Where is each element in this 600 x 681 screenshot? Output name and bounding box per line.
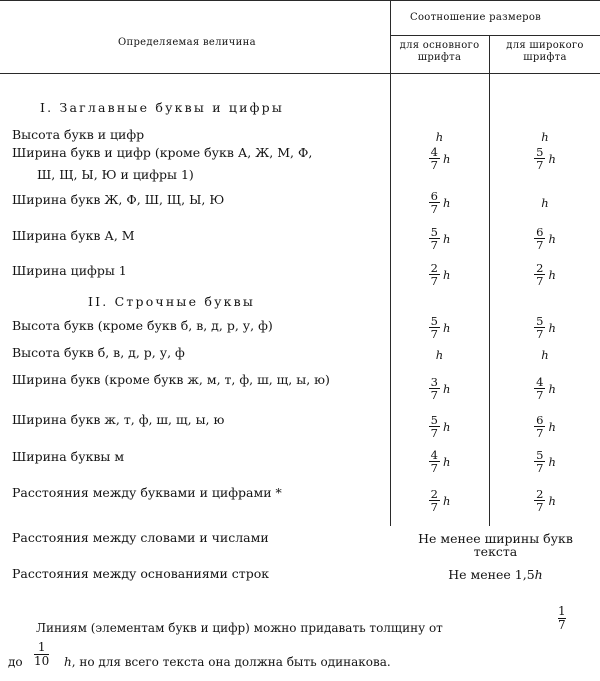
row-3-wide-value	[534, 226, 556, 253]
row-6-wide	[490, 338, 600, 372]
footnote-fraction-1	[558, 605, 566, 632]
row-12-merged-h: h	[534, 567, 543, 582]
row-2-main	[390, 186, 489, 220]
row-1-main-numerator: 4	[430, 144, 438, 159]
header-main-font	[390, 40, 489, 63]
row-4-wide-numerator: 2	[536, 260, 544, 275]
row-label-1: Ширина букв и цифр (кроме букв А, Ж, М, Ф,	[12, 145, 313, 160]
row-7-main-h: h	[442, 381, 451, 396]
row-1-wide-numerator: 5	[536, 144, 544, 159]
row-1-main-fraction	[429, 146, 440, 173]
row-4-main-numerator: 2	[430, 260, 438, 275]
row-10-main-value	[429, 488, 451, 515]
row-9-main-h: h	[442, 454, 451, 469]
row-5-main-denominator: 7	[430, 327, 438, 342]
row-10-wide-fraction	[534, 488, 545, 515]
row-12-merged	[391, 568, 600, 581]
row-4-main-fraction	[429, 262, 440, 289]
table-top-rule	[0, 0, 600, 1]
row-label-11: Расстояния между словами и числами	[12, 530, 269, 545]
row-label-9: Ширина буквы м	[12, 449, 125, 464]
section-title-lower: II. Строчные буквы	[88, 294, 256, 309]
row-8-main	[390, 410, 489, 444]
row-2-wide-value	[541, 196, 548, 210]
row-10-main	[390, 484, 489, 518]
row-label-6: Высота букв б, в, д, р, у, ф	[12, 345, 185, 360]
row-8-wide-value	[534, 414, 556, 441]
row-11-merged	[391, 532, 600, 558]
row-8-main-fraction	[429, 414, 440, 441]
row-12-merged-text: Не менее 1,5	[448, 567, 535, 582]
row-7-wide-value	[534, 376, 556, 403]
footnote-line-2	[64, 656, 391, 668]
row-4-wide-h: h	[548, 267, 556, 282]
row-7-wide-fraction	[534, 376, 545, 403]
row-3-main	[390, 222, 489, 256]
row-8-main-value	[429, 414, 451, 441]
row-7-main-numerator: 3	[430, 374, 438, 389]
row-label-12: Расстояния между основаниями строк	[12, 566, 270, 581]
row-8-wide-numerator: 6	[536, 412, 544, 427]
row-7-main-denominator: 7	[430, 388, 438, 403]
header-ratio: Соотношение размеров	[410, 12, 542, 23]
row-8-wide	[490, 410, 600, 444]
row-4-wide	[490, 258, 600, 292]
row-1-main-denominator: 7	[430, 158, 438, 173]
row-8-main-numerator: 5	[430, 412, 438, 427]
row-5-wide-numerator: 5	[536, 313, 544, 328]
row-7-wide-denominator: 7	[536, 388, 544, 403]
row-10-wide-value	[534, 488, 556, 515]
row-10-wide-denominator: 7	[536, 500, 544, 515]
row-9-main-fraction	[429, 449, 440, 476]
row-3-main-numerator: 5	[430, 224, 438, 239]
row-11-merged-text: Не менее ширины букв	[418, 531, 573, 546]
row-9-wide-value	[534, 449, 556, 476]
row-8-wide-denominator: 7	[536, 426, 544, 441]
footnote-line-2-prefix: до	[8, 655, 23, 669]
footnote-h-var: h	[64, 655, 72, 669]
row-1-wide-value	[534, 146, 556, 173]
header-wide-font-label: для широкого шрифта	[506, 40, 584, 63]
row-6-main-h: h	[435, 348, 444, 362]
row-3-main-fraction	[429, 226, 440, 253]
row-label-3: Ширина букв А, М	[12, 228, 135, 243]
row-2-wide-h: h	[541, 196, 549, 210]
row-4-wide-denominator: 7	[536, 274, 544, 289]
row-3-wide	[490, 222, 600, 256]
row-3-wide-fraction	[534, 226, 545, 253]
row-9-wide-numerator: 5	[536, 447, 544, 462]
row-label-cont-1: Ш, Щ, Ы, Ю и цифры 1)	[37, 167, 194, 182]
row-label-5: Высота букв (кроме букв б, в, д, р, у, ф)	[12, 318, 273, 333]
header-sub-rule	[390, 35, 600, 36]
footnote-fraction-2-den: 10	[34, 654, 50, 669]
row-7-main-value	[429, 376, 451, 403]
row-0-main-h: h	[435, 130, 444, 144]
row-7-wide-numerator: 4	[536, 374, 544, 389]
row-3-wide-denominator: 7	[536, 238, 544, 253]
footnote-line-2-text: , но для всего текста она должна быть одинакова.	[71, 655, 391, 669]
row-1-wide-fraction	[534, 146, 545, 173]
row-6-wide-value	[541, 348, 548, 362]
row-label-2: Ширина букв Ж, Ф, Ш, Щ, Ы, Ю	[12, 192, 225, 207]
row-9-main-denominator: 7	[430, 461, 438, 476]
row-3-main-denominator: 7	[430, 238, 438, 253]
row-6-main-value	[436, 348, 443, 362]
row-4-wide-value	[534, 262, 556, 289]
row-label-0: Высота букв и цифр	[12, 127, 145, 142]
row-1-main	[390, 142, 489, 176]
row-9-main-numerator: 4	[430, 447, 438, 462]
row-10-wide-h: h	[548, 493, 556, 508]
row-5-main-h: h	[442, 320, 451, 335]
row-9-main-value	[429, 449, 451, 476]
row-1-wide-h: h	[548, 151, 556, 166]
row-2-main-denominator: 7	[430, 202, 438, 217]
header-main-font-label: для основного шрифта	[399, 40, 480, 63]
row-10-main-numerator: 2	[430, 486, 438, 501]
row-4-main-denominator: 7	[430, 274, 438, 289]
row-10-main-denominator: 7	[430, 500, 438, 515]
row-9-main	[390, 445, 489, 479]
row-6-wide-h: h	[541, 348, 549, 362]
footnote-fraction-1-den: 7	[558, 618, 566, 633]
row-10-main-fraction	[429, 488, 440, 515]
row-1-main-value	[429, 146, 451, 173]
section-title-caps: I. Заглавные буквы и цифры	[40, 100, 285, 115]
row-7-main	[390, 372, 489, 406]
row-1-wide	[490, 142, 600, 176]
header-quantity: Определяемая величина	[118, 37, 256, 48]
header-wide-font	[490, 40, 600, 63]
row-8-main-h: h	[442, 419, 451, 434]
header-bottom-rule	[0, 73, 600, 74]
footnote-fraction-2-num: 1	[37, 640, 46, 654]
footnote-fraction-1-num: 1	[558, 604, 566, 618]
row-3-main-value	[429, 226, 451, 253]
row-2-main-numerator: 6	[430, 188, 438, 203]
row-7-wide	[490, 372, 600, 406]
row-2-main-value	[429, 190, 451, 217]
row-9-wide-fraction	[534, 449, 545, 476]
row-5-wide-denominator: 7	[536, 327, 544, 342]
row-2-main-fraction	[429, 190, 440, 217]
row-10-wide-numerator: 2	[536, 486, 544, 501]
row-label-10: Расстояния между буквами и цифрами *	[12, 485, 282, 500]
row-4-main	[390, 258, 489, 292]
row-8-main-denominator: 7	[430, 426, 438, 441]
row-9-wide	[490, 445, 600, 479]
row-4-wide-fraction	[534, 262, 545, 289]
row-8-wide-h: h	[548, 419, 556, 434]
row-7-wide-h: h	[548, 381, 556, 396]
row-10-main-h: h	[442, 493, 451, 508]
row-1-main-h: h	[442, 151, 451, 166]
row-9-wide-denominator: 7	[536, 461, 544, 476]
row-4-main-value	[429, 262, 451, 289]
row-5-wide-h: h	[548, 320, 556, 335]
row-0-wide-h: h	[541, 130, 549, 144]
row-3-main-h: h	[442, 231, 451, 246]
row-2-main-h: h	[442, 195, 451, 210]
row-1-wide-denominator: 7	[536, 158, 544, 173]
row-3-wide-h: h	[548, 231, 556, 246]
row-label-8: Ширина букв ж, т, ф, ш, щ, ы, ю	[12, 412, 225, 427]
row-4-main-h: h	[442, 267, 451, 282]
row-6-main	[390, 338, 489, 372]
footnote-fraction-2	[34, 641, 49, 668]
row-7-main-fraction	[429, 376, 440, 403]
row-11-merged-text-2: текста	[473, 544, 518, 560]
row-8-wide-fraction	[534, 414, 545, 441]
row-5-main-numerator: 5	[430, 313, 438, 328]
row-9-wide-h: h	[548, 454, 556, 469]
row-3-wide-numerator: 6	[536, 224, 544, 239]
footnote-line-1: Линиям (элементам букв и цифр) можно придавать толщину от	[36, 621, 443, 635]
row-label-4: Ширина цифры 1	[12, 263, 127, 278]
row-label-7: Ширина букв (кроме букв ж, м, т, ф, ш, щ, ы, ю)	[12, 372, 330, 387]
row-10-wide	[490, 484, 600, 518]
row-2-wide	[490, 186, 600, 220]
